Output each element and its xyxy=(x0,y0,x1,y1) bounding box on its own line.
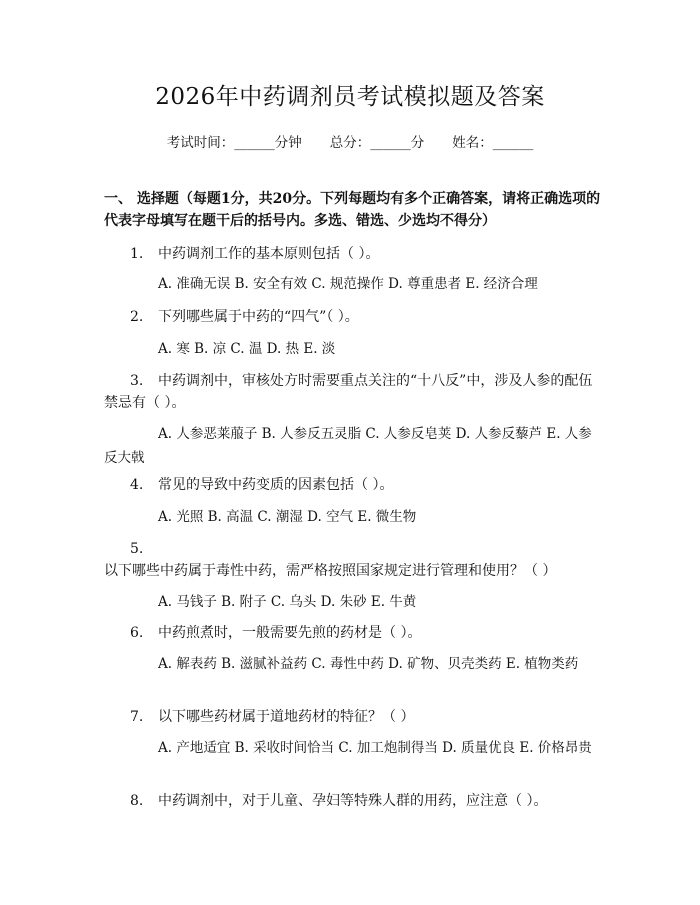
question-options: A. 产地适宜 B. 采收时间恰当 C. 加工炮制得当 D. 质量优良 E. 价格昂贵 xyxy=(158,740,592,756)
question xyxy=(104,370,604,414)
question-number: 6. xyxy=(130,625,144,641)
question xyxy=(104,790,604,812)
question xyxy=(104,306,604,328)
question xyxy=(104,474,604,496)
question-text: 以下哪些药材属于道地药材的特征？（ ） xyxy=(158,709,415,725)
question-number: 2. xyxy=(130,309,144,325)
question-text: 常见的导致中药变质的因素包括（ ）。 xyxy=(158,477,394,493)
question-number: 7. xyxy=(130,709,144,725)
question-options: A. 光照 B. 高温 C. 潮湿 D. 空气 E. 微生物 xyxy=(158,509,417,525)
question-text: 以下哪些中药属于毒性中药，需严格按照国家规定进行管理和使用？（ ） xyxy=(104,563,557,579)
question-number: 3. xyxy=(130,373,144,389)
question-text: 中药煎煮时，一般需要先煎的药材是（ ）。 xyxy=(158,625,422,641)
question-text: 中药调剂中，审核处方时需要重点关注的“十八反”中，涉及人参的配伍禁忌有（ ）。 xyxy=(104,373,593,411)
question-number: 8. xyxy=(130,793,144,809)
question-text: 中药调剂工作的基本原则包括（ ）。 xyxy=(158,246,380,262)
question xyxy=(104,622,604,644)
question-text: 下列哪些属于中药的“四气”（ ）。 xyxy=(158,309,359,325)
question xyxy=(104,538,604,582)
document-title: 2026年中药调剂员考试模拟题及答案 xyxy=(155,84,545,110)
question-number: 4. xyxy=(130,477,144,493)
question-options: A. 马钱子 B. 附子 C. 乌头 D. 朱砂 E. 牛黄 xyxy=(158,594,417,610)
question-number: 5. xyxy=(130,541,144,557)
question-options: A. 准确无误 B. 安全有效 C. 规范操作 D. 尊重患者 E. 经济合理 xyxy=(158,276,538,292)
question-text: 中药调剂中，对于儿童、孕妇等特殊人群的用药，应注意（ ）。 xyxy=(158,793,548,809)
exam-name: 姓名：______ xyxy=(452,135,534,151)
exam-meta xyxy=(0,131,700,151)
exam-time: 考试时间：______分钟 xyxy=(166,135,302,151)
exam-score: 总分：______分 xyxy=(329,135,425,151)
question xyxy=(104,243,604,265)
question-options: A. 寒 B. 凉 C. 温 D. 热 E. 淡 xyxy=(158,341,336,357)
question-options: A. 解表药 B. 滋腻补益药 C. 毒性中药 D. 矿物、贝壳类药 E. 植物类药 xyxy=(158,656,579,672)
section-heading: 一、 选择题（每题1分，共20分。下列每题均有多个正确答案，请将正确选项的代表字母填写在题干后的括号内。多选、错选、少选均不得分） xyxy=(104,191,601,229)
question-options: A. 人参恶莱菔子 B. 人参反五灵脂 C. 人参反皂荚 D. 人参反藜芦 E. 人参反大戟 xyxy=(104,426,592,466)
question-number: 1. xyxy=(130,246,144,262)
question xyxy=(104,706,604,728)
